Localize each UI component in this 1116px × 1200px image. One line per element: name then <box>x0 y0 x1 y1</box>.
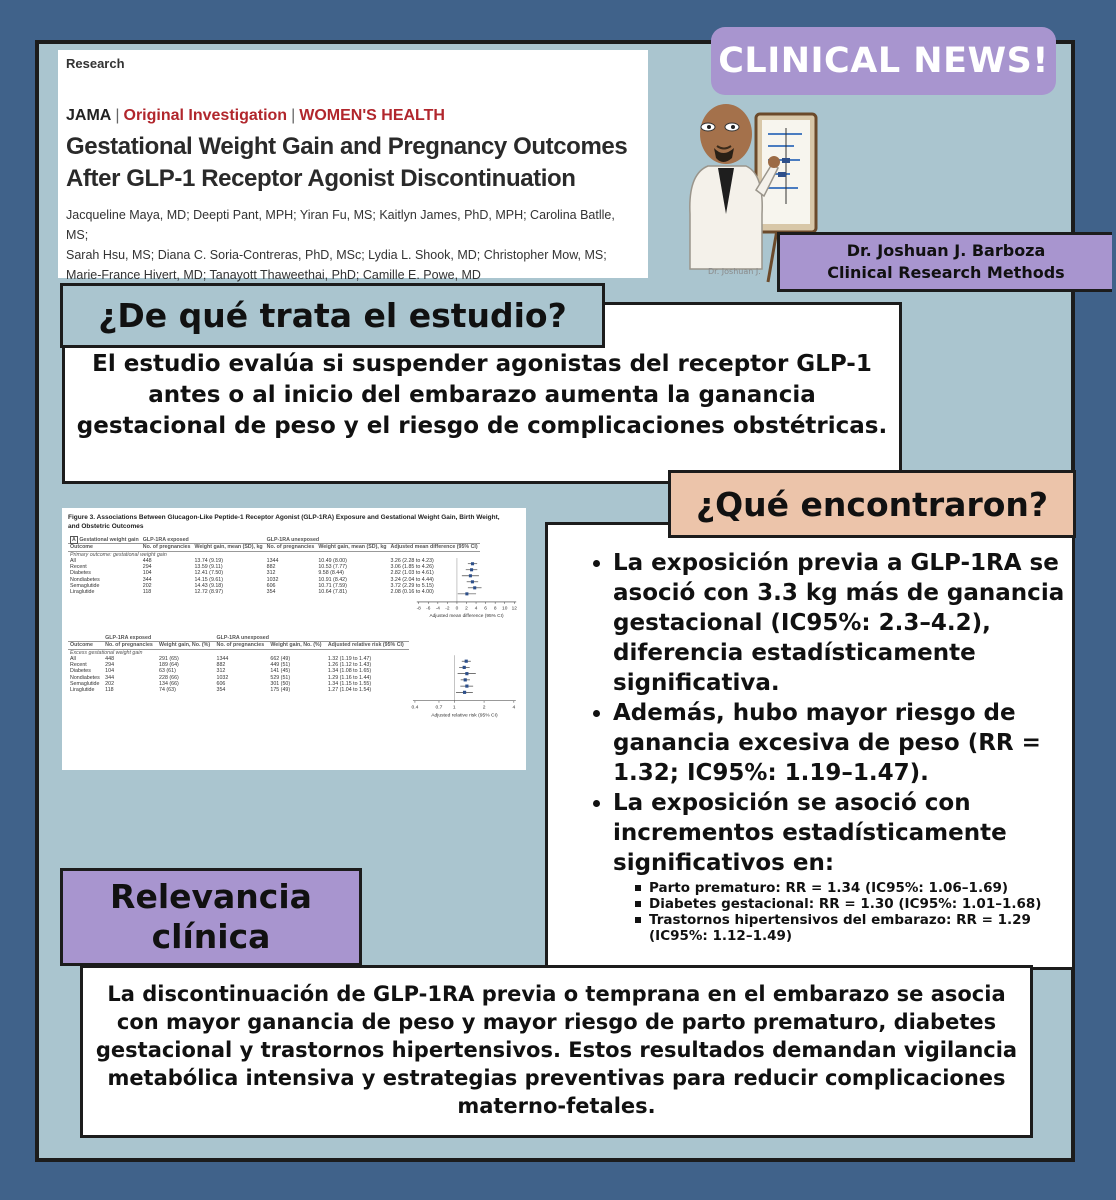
complications-sublist <box>613 880 1073 944</box>
point-estimate <box>463 666 466 669</box>
tick-label: -4 <box>435 606 440 612</box>
point-estimate <box>473 586 476 589</box>
table-cell: 882 <box>266 564 276 571</box>
table-cell: 291 (65) <box>159 655 179 662</box>
table-cell: 1.34 (1.15 to 1.55) <box>327 681 372 688</box>
table-cell: 1344 <box>266 557 279 564</box>
relevance-heading: Relevancia clínica <box>60 868 362 966</box>
figure-3 <box>62 508 526 770</box>
findings-list <box>585 548 1073 944</box>
point-estimate <box>465 660 468 663</box>
table-cell: 12.41 (7.50) <box>194 570 224 577</box>
sub-gestational-diabetes: Diabetes gestacional: RR = 1.30 (IC95%: 1.01–1.68) <box>649 896 1073 912</box>
table-cell: 448 <box>142 557 152 564</box>
table-cell: 449 (51) <box>270 662 291 669</box>
figure-table-b: GLP-1RA exposed GLP-1RA unexposed Outcome No. of pregnancies Weight gain, No. (%) No. of pregnancies Weight gain, No. (%) Adjusted relative risk (95% CI) Excess gestational weight gain All 448 291 (65) 1344 662 (49) 1.32 (1.19 to 1.47) Recent 294 189 (64) 882 449 (51) 1.26 (1.12 to 1.43) Diabetes 104 63 (61) 312 141 (45) 1.34 (1.08 to 1.65) Nondiabetes 344 228 (66) 1032 529 (51) 1.29 (1.16 to 1.44) Semaglutide 202 134 (66) 606 301 (50) 1.34 (1.15 to 1.55) Liraglutide 118 74 (63) 354 175 (49) 1.27 (1.04 to 1.54) <box>68 635 409 694</box>
table-cell: 14.15 (9.61) <box>194 576 224 583</box>
table-cell: 606 <box>216 681 226 688</box>
table-cell: 3.26 (2.28 to 4.23) <box>390 557 434 564</box>
point-estimate <box>471 562 474 565</box>
table-cell: 10.49 (8.00) <box>318 557 347 564</box>
tick-label: 10 <box>502 606 508 612</box>
tick-label: 0 <box>455 606 459 612</box>
tick-label: 4 <box>512 705 516 711</box>
table-cell: 294 <box>142 564 152 571</box>
point-estimate <box>466 672 469 675</box>
table-cell: All <box>70 557 76 564</box>
table-row <box>68 687 409 693</box>
table-cell: 10.53 (7.77) <box>318 564 347 571</box>
table-cell: 14.43 (9.18) <box>194 583 224 590</box>
table-cell: 10.64 (7.81) <box>318 589 347 596</box>
table-cell: 104 <box>142 570 152 577</box>
table-cell: 662 (49) <box>270 655 291 662</box>
table-cell: 1.29 (1.16 to 1.44) <box>327 674 372 681</box>
table-cell: 202 <box>142 583 152 590</box>
point-estimate <box>465 592 468 595</box>
signature-text: Dr. Joshuan J. <box>708 267 761 276</box>
table-cell: 13.74 (9.19) <box>194 557 224 564</box>
table-cell: 175 (49) <box>270 687 291 694</box>
tick-label: 1 <box>453 705 456 711</box>
table-cell: 344 <box>142 576 152 583</box>
table-cell: 9.58 (8.44) <box>318 570 344 577</box>
figure-title: Figure 3. Associations Between Glucagon-Like Peptide-1 Receptor Agonist (GLP-1RA) Exposure and Gestational Weight Gain, Birth Weight, and Obstetric Outcomes <box>68 514 500 530</box>
table-cell: 228 (66) <box>159 674 179 681</box>
tick-label: 0.7 <box>435 705 443 711</box>
author-subtitle: Clinical Research Methods <box>827 263 1065 282</box>
table-cell: 1.32 (1.19 to 1.47) <box>327 655 372 662</box>
study-heading: ¿De qué trata el estudio? <box>60 283 605 348</box>
findings-heading: ¿Qué encontraron? <box>668 470 1076 538</box>
journal-line: JAMA | Original Investigation | WOMEN'S HEALTH <box>66 107 445 124</box>
table-cell: 354 <box>216 687 226 694</box>
tick-label: 2 <box>465 606 468 612</box>
tick-label: 8 <box>493 606 497 612</box>
article-category: WOMEN'S HEALTH <box>299 107 445 124</box>
table-cell: 529 (51) <box>270 674 291 681</box>
tick-label: 12 <box>511 606 517 612</box>
table-cell: 2.08 (0.16 to 4.00) <box>390 589 434 596</box>
findings-body <box>585 548 1073 944</box>
table-cell: 312 <box>216 668 226 675</box>
finding-complications: • La exposición se asoció con incrementos estadísticamente significativos en: Parto prematuro: RR = 1.34 (IC95%: 1.06–1.69) Diabetes gestacional: RR = 1.30 (IC95%: 1.01–1.68) Trastornos hipertensivos del embarazo: RR = 1.29 (IC95%: 1.12–1.49) <box>613 788 1073 944</box>
table-cell: 344 <box>105 674 115 681</box>
journal-name: JAMA <box>66 107 112 124</box>
tick-label: -6 <box>426 606 431 612</box>
table-cell: Recent <box>70 564 87 571</box>
forest-plot-b <box>409 635 520 721</box>
table-cell: 134 (66) <box>159 681 179 688</box>
tick-label: 0.4 <box>411 705 419 711</box>
point-estimate <box>463 691 466 694</box>
article-section: Research <box>66 56 125 71</box>
table-cell: 2.82 (1.03 to 4.61) <box>390 570 434 577</box>
table-cell: 301 (50) <box>270 681 291 688</box>
tick-label: 6 <box>484 606 487 612</box>
table-cell: 189 (64) <box>159 662 179 669</box>
table-cell: 882 <box>216 662 226 669</box>
clinical-news-badge: CLINICAL NEWS! <box>711 27 1056 95</box>
author-name: Dr. Joshuan J. Barboza <box>846 241 1046 260</box>
table-cell: 13.59 (9.11) <box>194 564 223 571</box>
table-cell: 1344 <box>216 655 229 662</box>
table-cell: 141 (45) <box>270 668 291 675</box>
forest-plot-a <box>413 537 520 623</box>
table-cell: 3.06 (1.85 to 4.26) <box>390 564 434 571</box>
table-cell: 1.26 (1.12 to 1.43) <box>327 662 372 669</box>
sub-hypertensive-disorders: Trastornos hipertensivos del embarazo: RR = 1.29 (IC95%: 1.12–1.49) <box>649 912 1073 944</box>
table-cell: Diabetes <box>70 570 91 577</box>
tick-label: -2 <box>445 606 450 612</box>
table-cell: 118 <box>105 687 114 694</box>
figure-table-a: A Gestational weight gain GLP-1RA exposed GLP-1RA unexposed Outcome No. of pregnancies Weight gain, mean (SD), kg No. of pregnancies Weight gain, mean (SD), kg Adjusted mean difference (95% CI) Primary outcome: gestational weight gain All 448 13.74 (9.19) 1344 10.49 (8.00) 3.26 (2.28 to 4.23) Recent 294 13.59 (9.11) 882 10.53 (7.77) 3.06 (1.85 to 4.26) Diabetes 104 12.41 (7.50) 312 9.58 (8.44) 2.82 (1.03 to 4.61) Nondiabetes 344 14.15 (9.61) 1032 10.91 (8.42) 3.24 (2.04 to 4.44) Semaglutide 202 14.43 (9.18) 606 10.71 (7.59) 3.72 (2.29 to 5.15) Liraglutide 118 12.72 (8.97) 354 10.64 (7.81) 2.08 (0.16 to 4.00) <box>70 537 478 596</box>
point-estimate <box>470 568 473 571</box>
table-cell: 63 (61) <box>159 668 176 675</box>
table-cell: Nondiabetes <box>70 576 100 583</box>
tick-label: 4 <box>474 606 478 612</box>
point-estimate <box>466 685 469 688</box>
tick-label: -8 <box>416 606 421 612</box>
table-cell: 10.91 (8.42) <box>318 576 347 583</box>
article-header <box>58 50 648 282</box>
finding-weight-gain: • La exposición previa a GLP-1RA se asoció con 3.3 kg más de ganancia gestacional (IC95%: 2.3–4.2), diferencia estadísticamente significativa. <box>613 548 1073 698</box>
table-cell: Diabetes <box>70 668 91 675</box>
table-cell: Recent <box>70 662 87 669</box>
tick-label: 2 <box>482 705 486 711</box>
table-cell: 202 <box>105 681 115 688</box>
axis-label: Adjusted mean difference (95% CI) <box>429 614 504 620</box>
table-cell: 448 <box>105 655 115 662</box>
point-estimate <box>464 678 467 681</box>
table-cell: 1.34 (1.08 to 1.65) <box>327 668 372 675</box>
table-cell: 3.72 (2.29 to 5.15) <box>390 583 434 590</box>
study-body: El estudio evalúa si suspender agonistas del receptor GLP-1 antes o al inicio del embarazo aumenta la ganancia gestacional de peso y el riesgo de complicaciones obstétricas. <box>76 351 888 439</box>
table-cell: 12.72 (8.97) <box>194 589 224 596</box>
table-cell: 354 <box>266 589 276 596</box>
table-cell: Semaglutide <box>70 583 100 590</box>
table-cell: Semaglutide <box>70 681 100 688</box>
table-cell: 3.24 (2.04 to 4.44) <box>390 576 434 583</box>
table-cell: 1032 <box>266 576 279 583</box>
table-cell: 606 <box>266 583 276 590</box>
table-cell: 1032 <box>216 674 229 681</box>
article-type: Original Investigation <box>123 107 288 124</box>
table-b-rows <box>68 656 409 694</box>
table-cell: 312 <box>266 570 276 577</box>
table-cell: 1.27 (1.04 to 1.54) <box>327 687 372 694</box>
table-cell: 118 <box>142 589 152 596</box>
table-cell: Liraglutide <box>70 687 95 694</box>
table-cell: All <box>70 655 76 662</box>
author-card <box>777 232 1112 292</box>
article-authors: Jacqueline Maya, MD; Deepti Pant, MPH; Yiran Fu, MS; Kaitlyn James, PhD, MPH; Carolina Batlle, MS; Sarah Hsu, MS; Diana C. Soria-Contreras, PhD, MSc; Lydia L. Shook, MD; Christopher Mow, MS; Marie-France Hivert, MD; Tanayott Thaweethai, PhD; Camille E. Powe, MD <box>66 208 615 282</box>
relevance-body: La discontinuación de GLP-1RA previa o temprana en el embarazo se asocia con mayor ganancia de peso y mayor riesgo de parto prematuro, diabetes gestacional y trastornos hipertensivos. Estos resultados demandan vigilancia metabólica intensiva y estrategias preventivas para reducir complicaciones materno-fetales. <box>95 982 1018 1118</box>
table-cell: 74 (63) <box>159 687 176 694</box>
article-title: Gestational Weight Gain and Pregnancy Outcomes After GLP-1 Receptor Agonist Discontinuation <box>66 133 628 192</box>
sub-preterm-birth: Parto prematuro: RR = 1.34 (IC95%: 1.06–1.69) <box>649 880 1073 896</box>
finding-excess-gain: • Además, hubo mayor riesgo de ganancia excesiva de peso (RR = 1.32; IC95%: 1.19–1.47). <box>613 698 1073 788</box>
point-estimate <box>469 574 472 577</box>
table-cell: 294 <box>105 662 115 669</box>
point-estimate <box>471 580 474 583</box>
table-cell: 104 <box>105 668 115 675</box>
table-cell: Liraglutide <box>70 589 95 596</box>
table-cell: 10.71 (7.59) <box>318 583 347 590</box>
axis-label: Adjusted relative risk (95% CI) <box>431 713 498 719</box>
table-cell: Nondiabetes <box>70 674 100 681</box>
